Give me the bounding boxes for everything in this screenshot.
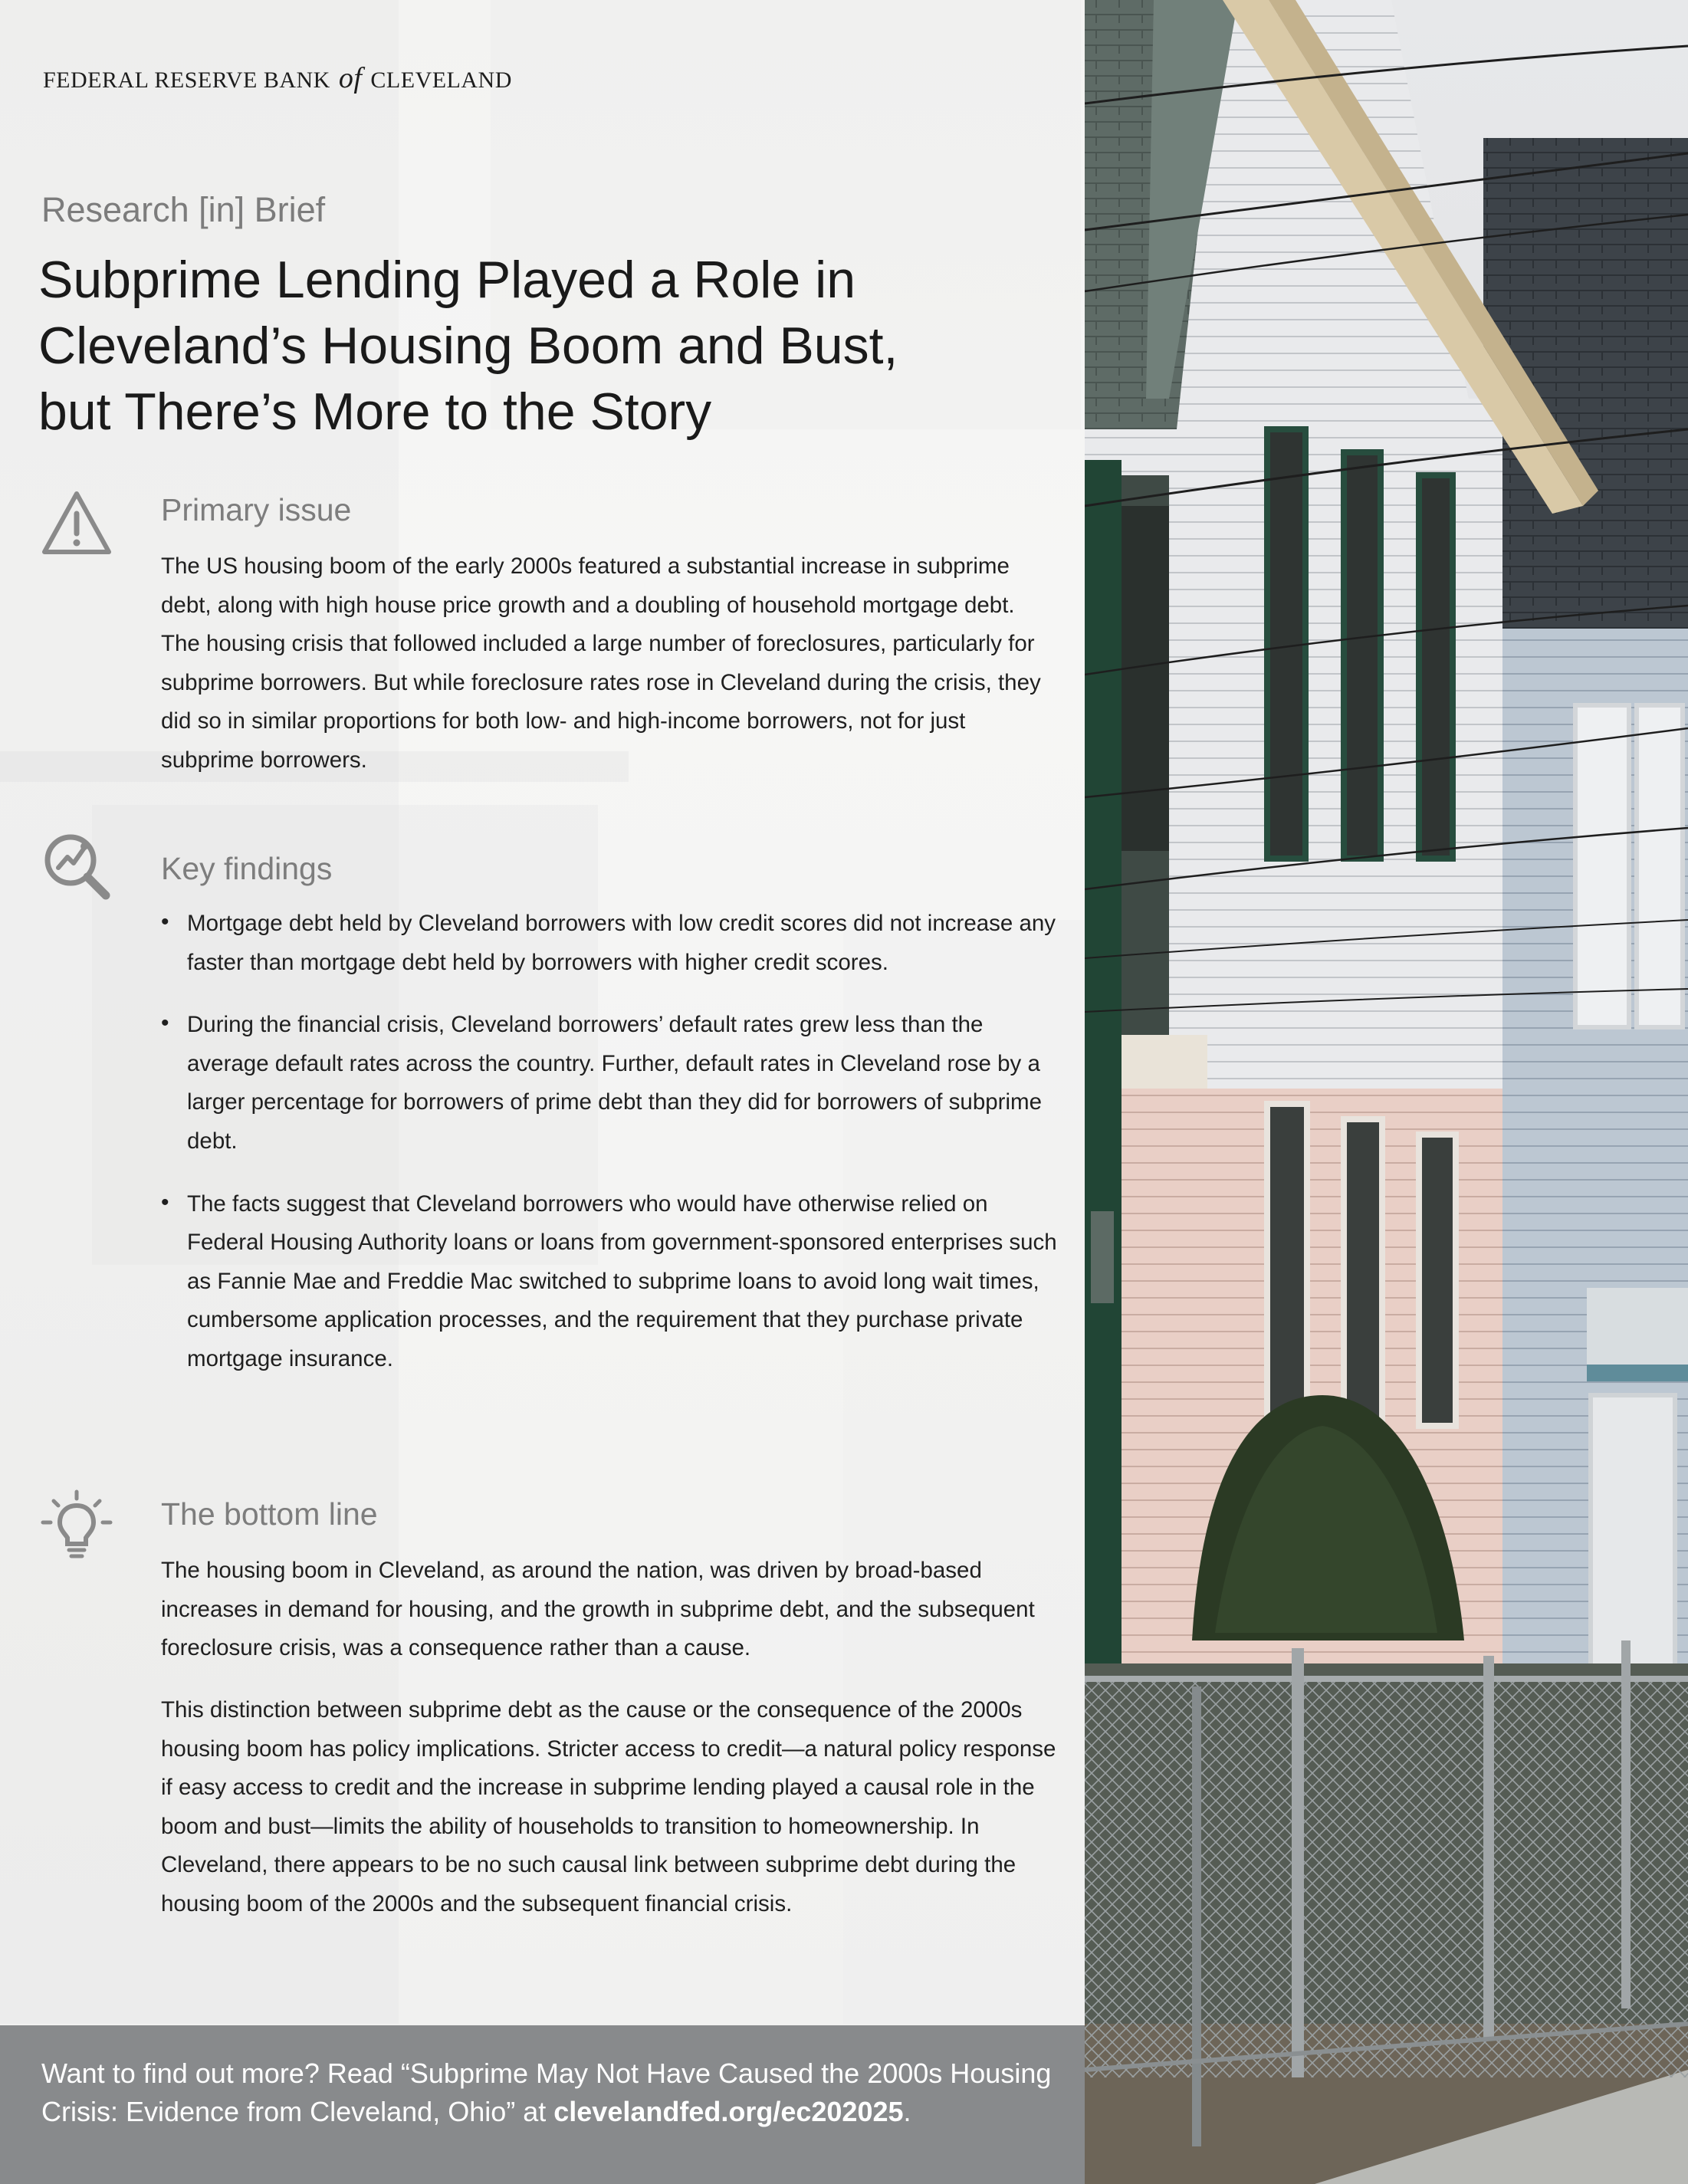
page-title <box>38 247 1050 445</box>
report-link[interactable]: clevelandfed.org/ec202025 <box>553 2096 904 2127</box>
footer-text <box>41 2054 1069 2131</box>
logo-text-part1: FEDERAL RESERVE BANK <box>43 67 330 93</box>
houses-photo <box>1085 0 1688 2184</box>
list-item: • The facts suggest that Cleveland borrowers who would have otherwise relied on Federal Housing Authority loans or loans from government-sponsored enterprises such as Fannie Mae and Freddie Mac switched to subprime loans to avoid long wait times, cumbersome application processes, and the requirement that they purchase private mortgage insurance. <box>161 1185 1058 1379</box>
key-findings-list <box>161 905 1058 1403</box>
primary-issue-text: The US housing boom of the early 2000s featured a substantial increase in subprime debt, along with high house price growth and a doubling of household mortgage debt. The housing crisis that followed included a large number of foreclosures, particularly for subprime borrowers. But while foreclosure rates rose in Cleveland during the crisis, they did so in similar proportions for both low- and high-income borrowers, not for just subprime borrowers. <box>161 553 1041 773</box>
analysis-magnifier-icon <box>40 828 113 902</box>
section-heading-key-findings: Key findings <box>161 851 333 886</box>
list-item: • Mortgage debt held by Cleveland borrowers with low credit scores did not increase any faster than mortgage debt held by borrowers with higher credit scores. <box>161 905 1058 982</box>
bottom-line-paragraph: This distinction between subprime debt as the cause or the consequence of the 2000s housing boom has policy implications. Stricter access to credit—a natural policy response if easy access to credit and the increase in subprime lending played a causal role in the boom and bust—limits the ability of households to transition to homeownership. In Cleveland, there appears to be no such causal link between subprime debt during the housing boom of the 2000s and the subsequent financial crisis. <box>161 1697 1056 1916</box>
lightbulb-icon <box>40 1489 113 1562</box>
fed-cleveland-logo <box>43 61 512 95</box>
logo-text-part2: CLEVELAND <box>370 67 512 93</box>
title-line: Cleveland’s Housing Boom and Bust, <box>38 317 898 375</box>
logo-text-of: of <box>338 62 363 94</box>
houses-illustration <box>1085 0 1688 2184</box>
footer-band <box>0 2025 1085 2184</box>
section-heading-bottom-line: The bottom line <box>161 1496 378 1532</box>
title-line: but There’s More to the Story <box>38 383 712 441</box>
title-line: Subprime Lending Played a Role in <box>38 251 856 309</box>
footer-trailing-text: . <box>903 2096 911 2127</box>
warning-icon <box>40 488 113 561</box>
series-label: Research [in] Brief <box>41 190 326 229</box>
footer-lead-text: Want to find out more? Read “Subprime May Not Have Caused the 2000s Housing Crisis: Evidence from Cleveland, Ohio” at <box>41 2058 1052 2127</box>
section-heading-primary-issue: Primary issue <box>161 492 352 527</box>
list-item: • During the financial crisis, Cleveland borrowers’ default rates grew less than the average default rates across the country. Further, default rates in Cleveland rose by a larger percentage for borrowers of prime debt than they did for borrowers of subprime debt. <box>161 1006 1058 1161</box>
bottom-line-paragraph: The housing boom in Cleveland, as around the nation, was driven by broad-based increases in demand for housing, and the growth in subprime debt, and the subsequent foreclosure crisis, was a consequence rather than a cause. <box>161 1558 1035 1661</box>
